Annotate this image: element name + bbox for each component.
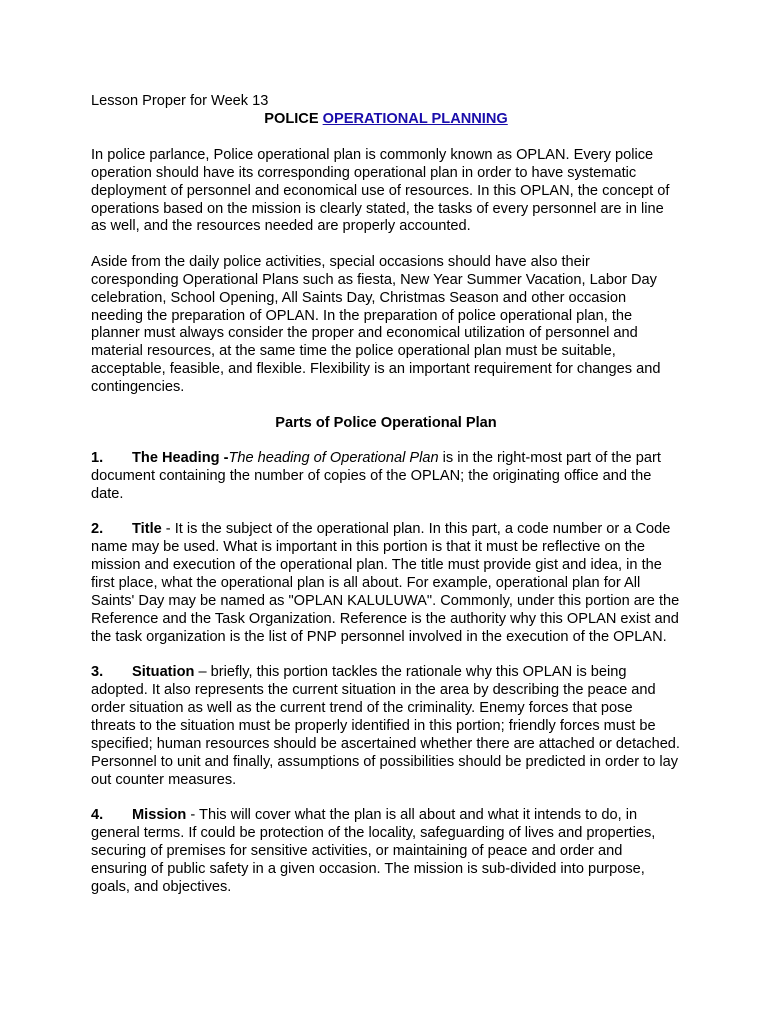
section-heading: Parts of Police Operational Plan [275,414,497,431]
part-text: - It is the subject of the operational plan. In this part, a code number or a Code name may be used. What is important in this portion is that it must be reflective on the mission and execution of the operational plan. The title must provide gist and idea, in the first place, what the operational plan is all about. For example, operational plan for All Saints' Day may be named as "OPLAN KALULUWA". Commonly, under this portion are the Reference and the Task Organization. Reference is the authority why this OPLAN exist and the task organization is the list of PNP personnel involved in the execution of the OPLAN. [91,521,680,645]
document-title [91,111,681,129]
intro-paragraph-2: Aside from the daily police activities, special occasions should have also their coresponding Operational Plans such as fiesta, New Year Summer Vacation, Labor Day celebration, School Opening, All Saints Day, Christmas Season and other occasion needing the preparation of OPLAN. In the preparation of police operational plan, the planner must always consider the proper and economical utilization of personnel and material resources, at the same time the police operational plan must be suitable, acceptable, feasible, and flexible. Flexibility is an important requirement for changes and contingencies. [91,253,661,396]
part-term: Situation [132,664,195,681]
intro-paragraph-1: In police parlance, Police operational plan is commonly known as OPLAN. Every police operation should have its corresponding operational plan in order to have systematic deployment of personnel and economical use of resources. In this OPLAN, the concept of operations based on the mission is clearly stated, the tasks of every personnel are in line as well, and the resources needed are properly accounted. [91,146,670,235]
part-number: 1. [91,450,104,466]
part-item-mission [91,807,681,897]
part-text: – briefly, this portion tackles the rationale why this OPLAN is being adopted. It also represents the current situation in the area by describing the peace and order situation as well as the current trend of the criminality. Enemy forces that pose threats to the situation must be properly identified in this portion; friendly forces must be specified; human resources should be ascertained whether there are attached or detached. Personnel to unit and finally, assumptions of possibilities should be predicted in order to lay out counter measures. [91,664,680,788]
part-term: Title [132,521,162,538]
part-number: 4. [91,806,104,823]
title-prefix: POLICE [264,110,323,127]
part-item-heading [91,450,681,504]
part-number: 2. [91,521,104,538]
part-italic-text: The heading of Operational Plan [228,450,439,466]
title-link[interactable]: OPERATIONAL PLANNING [322,110,508,127]
part-text: is in the right-most part of the part document containing the number of copies of the OPLAN; the originating office and the date. [91,450,661,502]
part-term: The Heading - [132,450,229,466]
lesson-label: Lesson Proper for Week 13 [91,93,269,109]
part-item-title [91,521,681,646]
part-term: Mission [132,806,187,823]
part-number: 3. [91,664,104,681]
part-text: - This will cover what the plan is all about and what it intends to do, in general terms. If could be protection of the locality, safeguarding of lives and properties, securing of premises for sensitive activities, or maintaining of peace and order and ensuring of public safety in a given occasion. The mission is sub-divided into purpose, goals, and objectives. [91,806,656,895]
part-item-situation [91,664,681,789]
document-page [91,93,681,914]
